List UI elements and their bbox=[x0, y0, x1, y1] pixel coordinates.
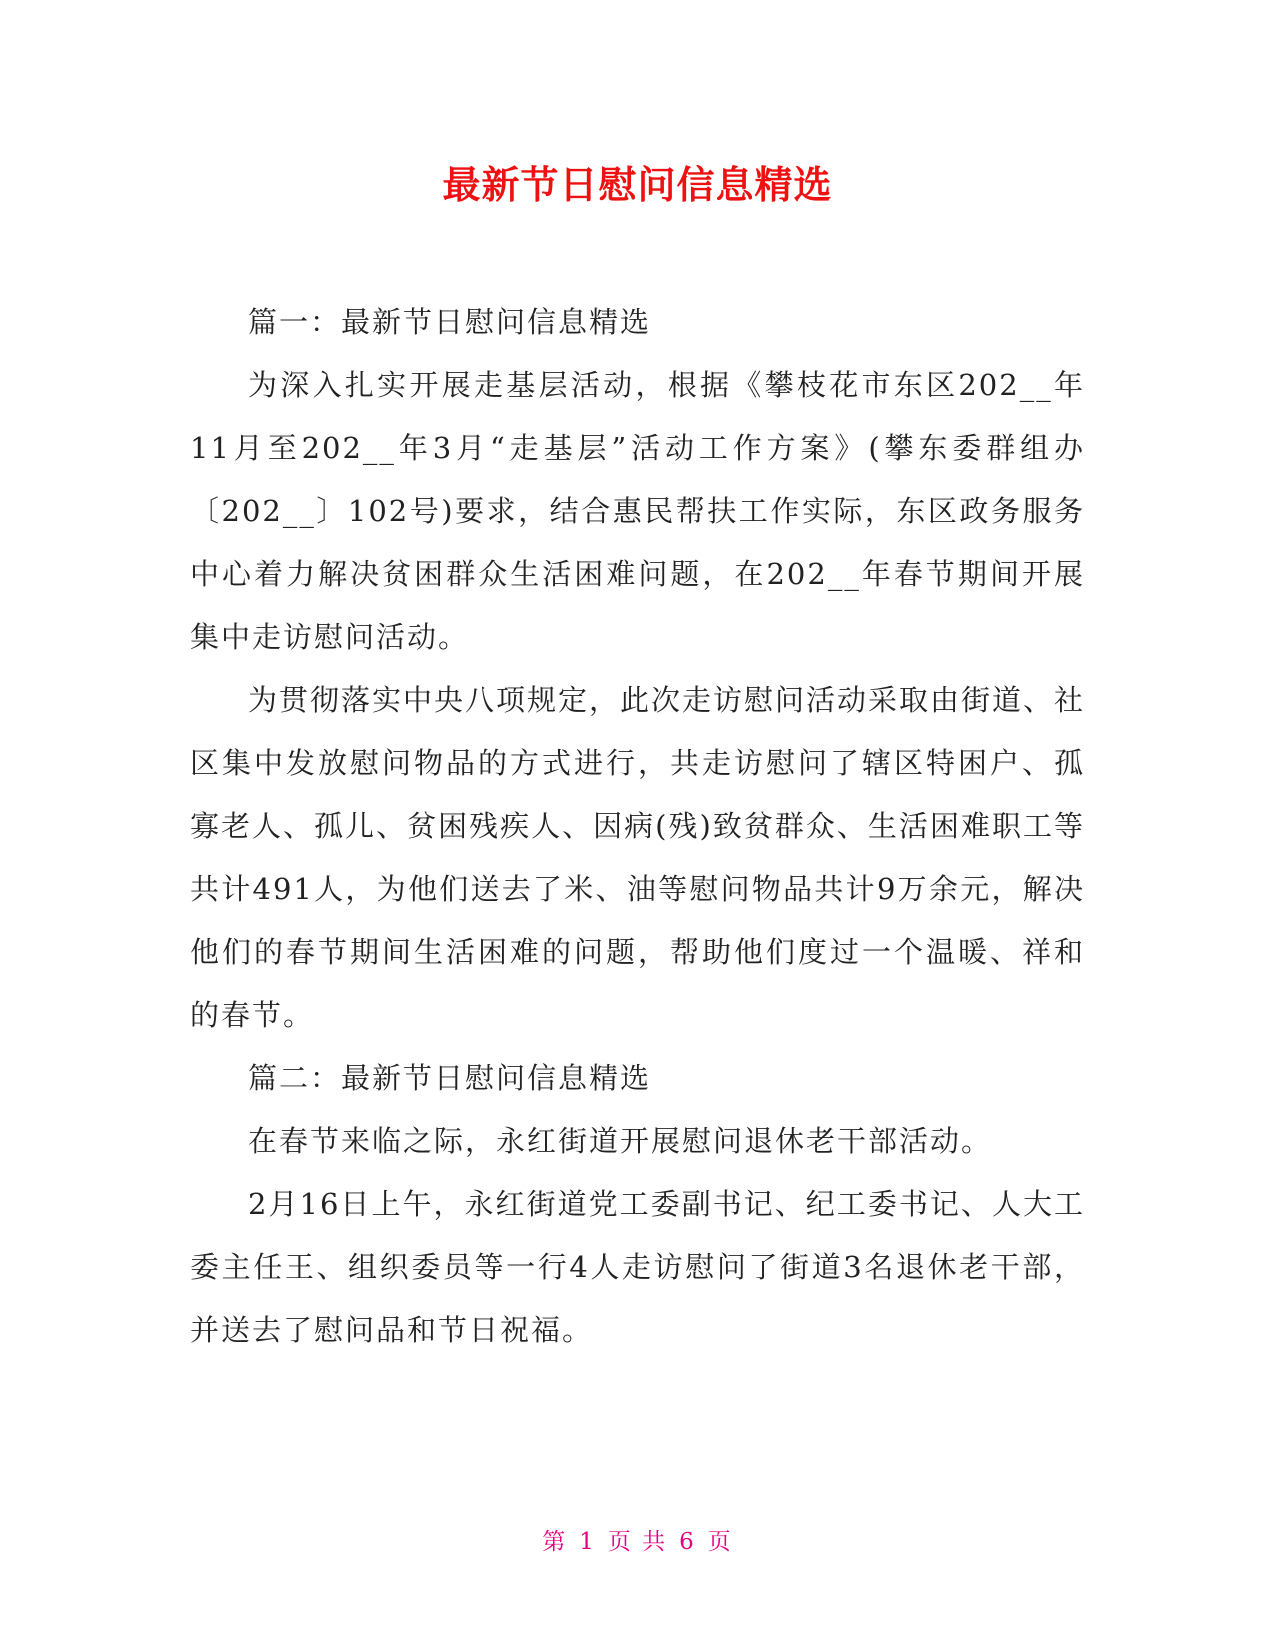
body-paragraph: 为深入扎实开展走基层活动，根据《攀枝花市东区202__年11月至202__年3月“走基层”活动工作方案》(攀东委群组办〔202__〕102号)要求，结合惠民帮扶工作实际，东区政务服务中心着力解决贫困群众生活困难问题，在202__年春节期间开展集中走访慰问活动。 bbox=[190, 368, 1085, 654]
footer-prefix: 第 bbox=[542, 1529, 568, 1555]
section-heading-2: 篇二：最新节日慰问信息精选 bbox=[248, 1061, 652, 1095]
page-footer bbox=[0, 1527, 1275, 1557]
body-paragraph: 为贯彻落实中央八项规定，此次走访慰问活动采取由街道、社区集中发放慰问物品的方式进行，共走访慰问了辖区特困户、孤寡老人、孤儿、贫困残疾人、因病(残)致贫群众、生活困难职工等共计491人，为他们送去了米、油等慰问物品共计9万余元，解决他们的春节期间生活困难的问题，帮助他们度过一个温暖、祥和的春节。 bbox=[190, 683, 1086, 1032]
current-page-number: 1 bbox=[579, 1529, 596, 1555]
section-heading-1: 篇一：最新节日慰问信息精选 bbox=[248, 305, 652, 339]
footer-suffix: 页 bbox=[707, 1529, 733, 1555]
document-title: 最新节日慰问信息精选 bbox=[442, 163, 833, 207]
document-body bbox=[190, 291, 1085, 1362]
body-paragraph: 2月16日上午，永红街道党工委副书记、纪工委书记、人大工委主任王、组织委员等一行4人走访慰问了街道3名退休老干部，并送去了慰问品和节日祝福。 bbox=[190, 1187, 1085, 1347]
total-pages-number: 6 bbox=[679, 1529, 696, 1555]
footer-mid: 页 共 bbox=[607, 1529, 668, 1555]
body-paragraph: 在春节来临之际，永红街道开展慰问退休老干部活动。 bbox=[248, 1124, 993, 1158]
